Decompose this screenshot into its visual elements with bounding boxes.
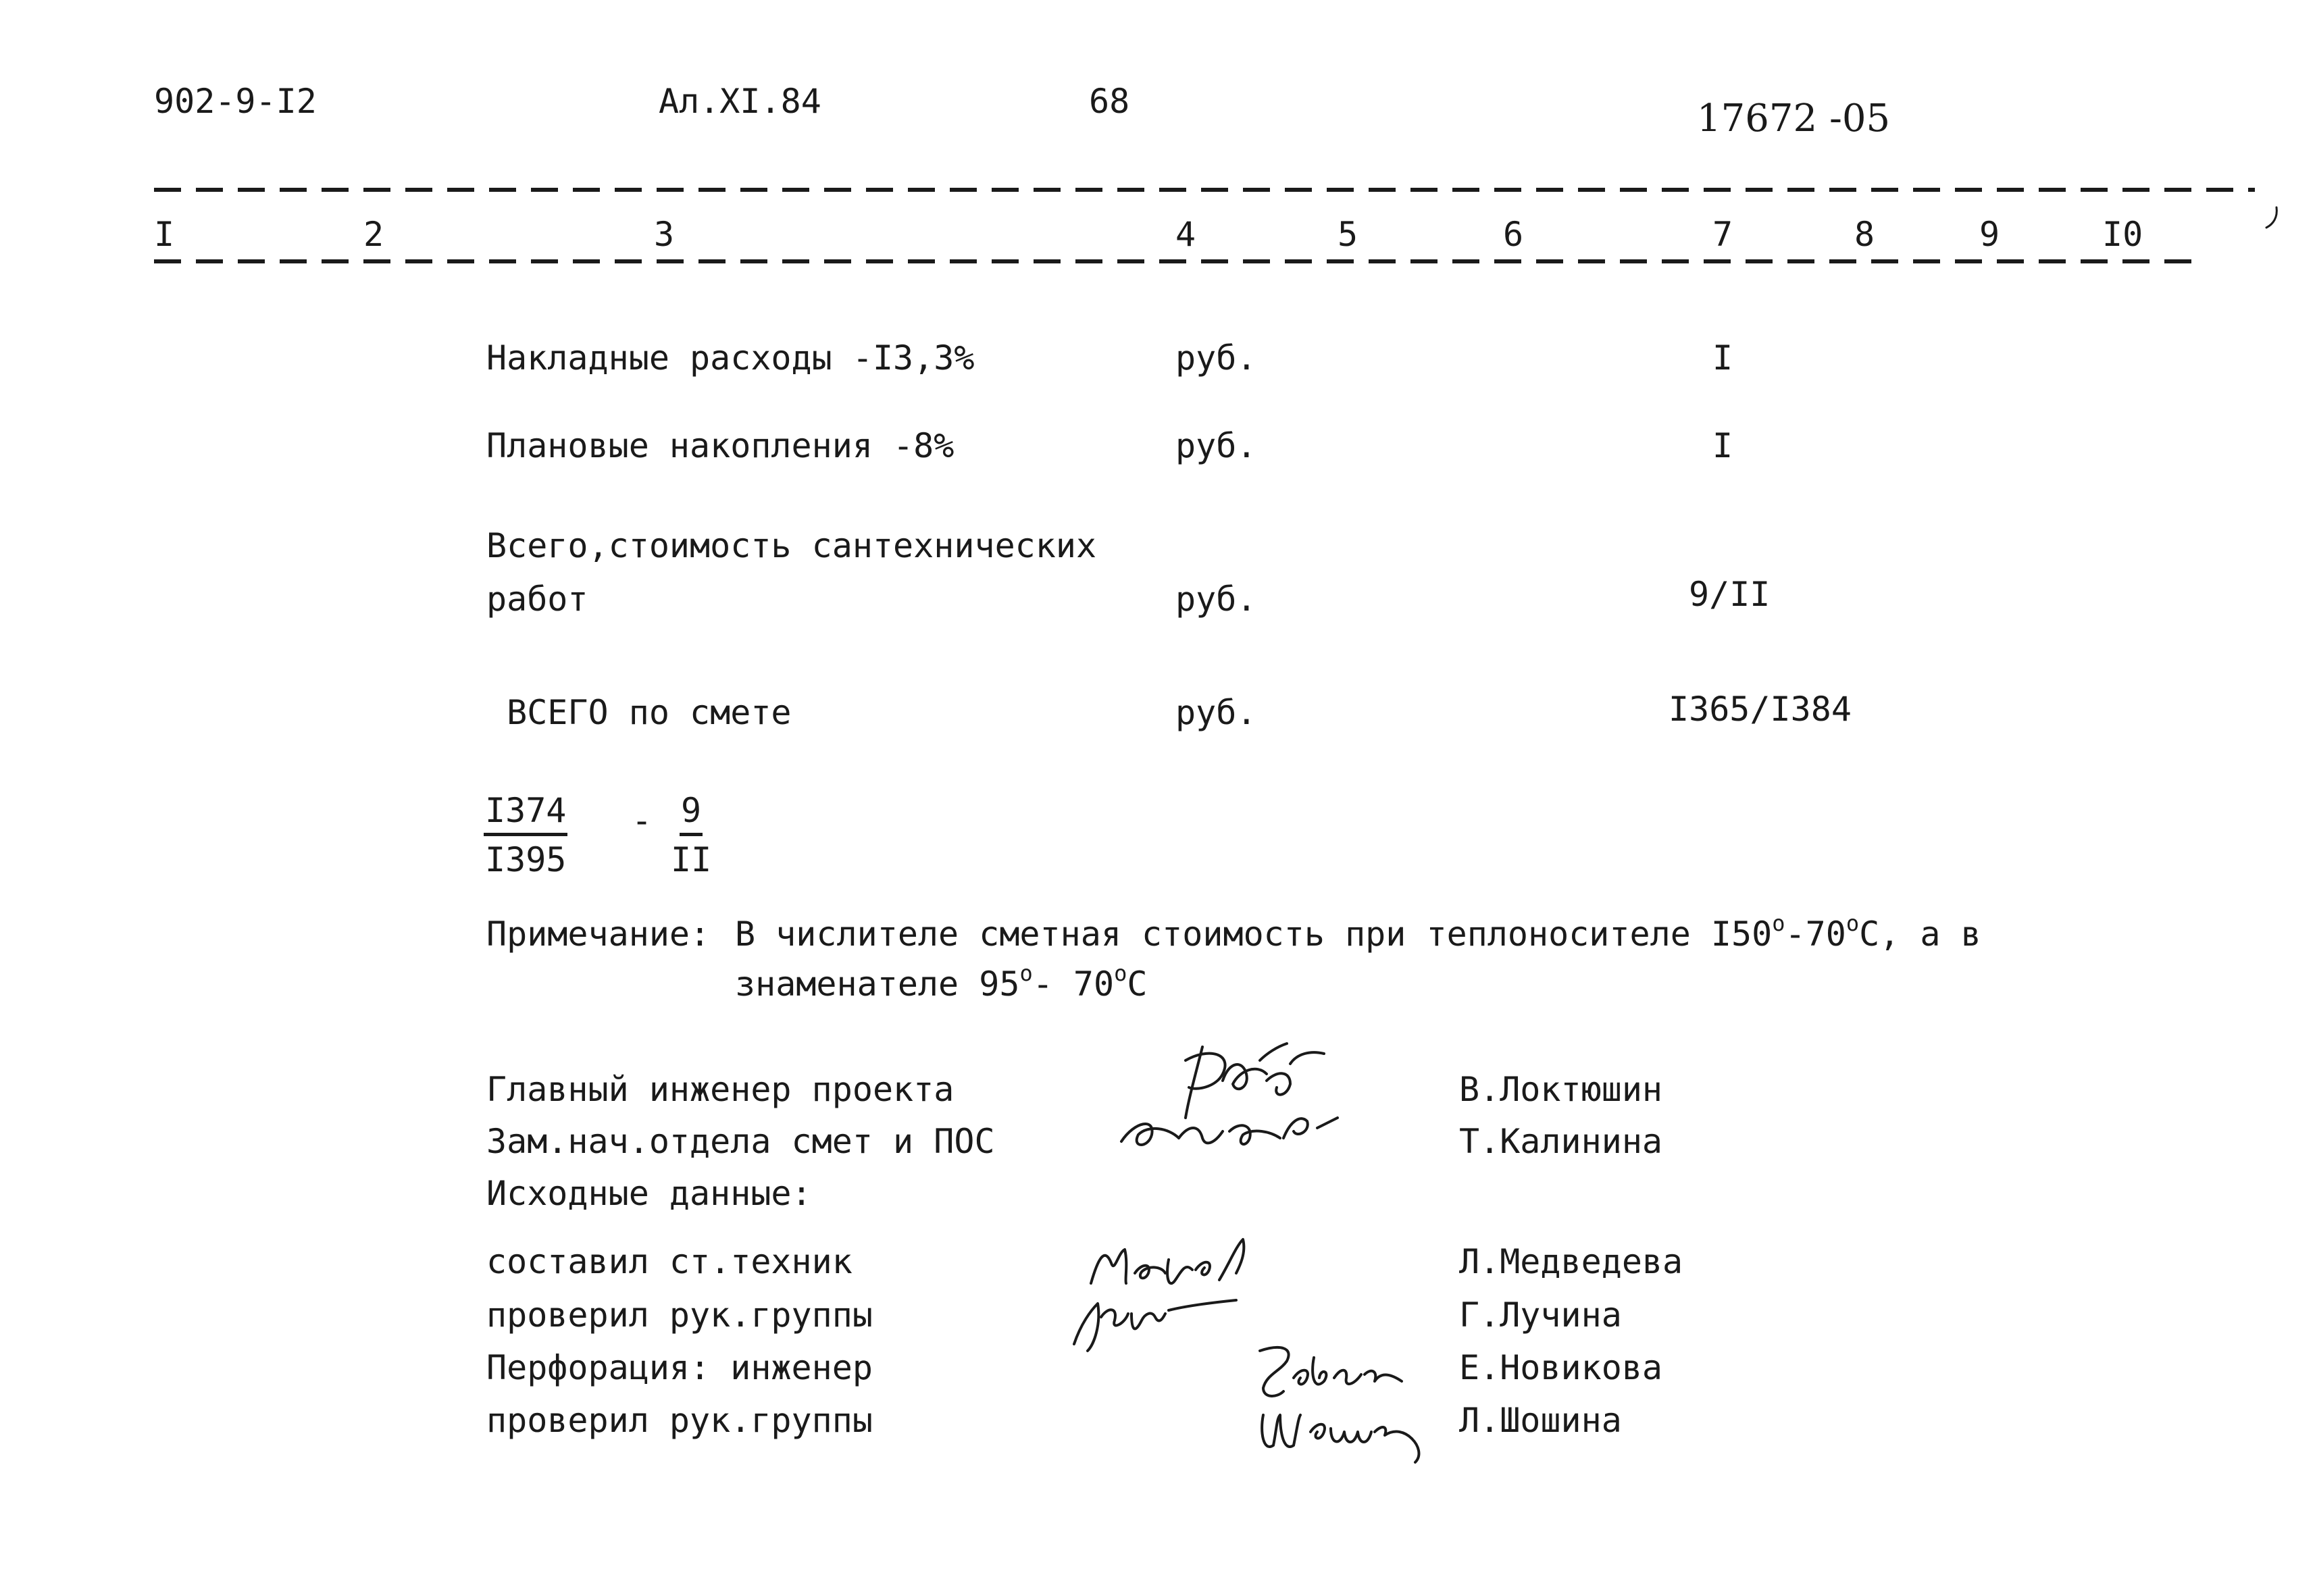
row-unit: руб. <box>1175 693 1257 732</box>
fraction-numerator: I374 <box>484 794 567 836</box>
row-name: Накладные расходы -I3,3% <box>486 338 975 378</box>
signatory-name: Г.Лучина <box>1459 1295 1622 1335</box>
note-line-1: В числителе сметная стоимость при теплоносителе I50$^o$-70$^o$С, а в <box>735 910 1981 954</box>
signature-shoshina <box>1250 1391 1446 1471</box>
fraction-denominator: II <box>671 840 712 879</box>
signature-deputy-head <box>1115 1101 1358 1167</box>
signatory-name: Л.Медведева <box>1459 1242 1683 1281</box>
stamp-number: 17672 -05 <box>1697 97 1891 140</box>
column-number: 3 <box>654 215 675 254</box>
signatory-name: Е.Новикова <box>1459 1348 1663 1387</box>
fraction-total <box>484 791 567 879</box>
row-value: I <box>1712 426 1733 465</box>
signatory-role: Зам.нач.отдела смет и ПОС <box>486 1122 995 1161</box>
row-name-continued: работ <box>486 580 588 619</box>
project-code: 902-9-I2 <box>154 82 317 121</box>
signature-luchina <box>1061 1283 1250 1363</box>
page-number: 68 <box>1089 82 1130 121</box>
row-unit: руб. <box>1175 338 1257 378</box>
column-rule-top <box>154 188 2255 192</box>
row-name: ВСЕГО по смете <box>486 693 792 732</box>
signatory-name: Л.Шошина <box>1459 1401 1622 1440</box>
signatory-name: Т.Калинина <box>1459 1122 1663 1161</box>
row-unit: руб. <box>1175 580 1257 619</box>
signatory-role: Главный инженер проекта <box>486 1070 955 1109</box>
column-number: 4 <box>1175 215 1196 254</box>
column-number: 6 <box>1503 215 1524 254</box>
column-number: 5 <box>1338 215 1358 254</box>
fraction-sanitary <box>671 791 712 879</box>
note-label: Примечание: <box>486 915 711 954</box>
album-code: Ал.XI.84 <box>659 82 821 121</box>
signatory-role: составил ст.техник <box>486 1242 853 1281</box>
column-number: 8 <box>1854 215 1875 254</box>
signatory-name: В.Локтюшин <box>1459 1070 1663 1109</box>
note-line-2: знаменателе 95$^o$- 70$^o$С <box>735 960 1148 1004</box>
row-name: Всего,стоимость сантехнических <box>486 526 1097 565</box>
row-unit: руб. <box>1175 426 1257 465</box>
signatory-role: проверил рук.группы <box>486 1401 873 1440</box>
fraction-numerator: 9 <box>680 794 703 836</box>
margin-mark <box>2263 203 2283 236</box>
section-heading: Исходные данные: <box>486 1174 812 1213</box>
column-number: I <box>154 215 175 254</box>
column-number: I0 <box>2102 215 2143 254</box>
fraction-operator: - <box>632 801 653 840</box>
row-value: I365/I384 <box>1669 690 1852 729</box>
column-rule-bottom <box>154 259 2194 263</box>
signatory-role: Перфорация: инженер <box>486 1348 873 1387</box>
column-number: 9 <box>1979 215 2000 254</box>
row-value: I <box>1712 338 1733 378</box>
fraction-denominator: I395 <box>485 840 567 879</box>
column-number: 7 <box>1712 215 1733 254</box>
row-name: Плановые накопления -8% <box>486 426 955 465</box>
column-number: 2 <box>363 215 384 254</box>
row-value: 9/II <box>1689 575 1771 614</box>
signatory-role: проверил рук.группы <box>486 1295 873 1335</box>
